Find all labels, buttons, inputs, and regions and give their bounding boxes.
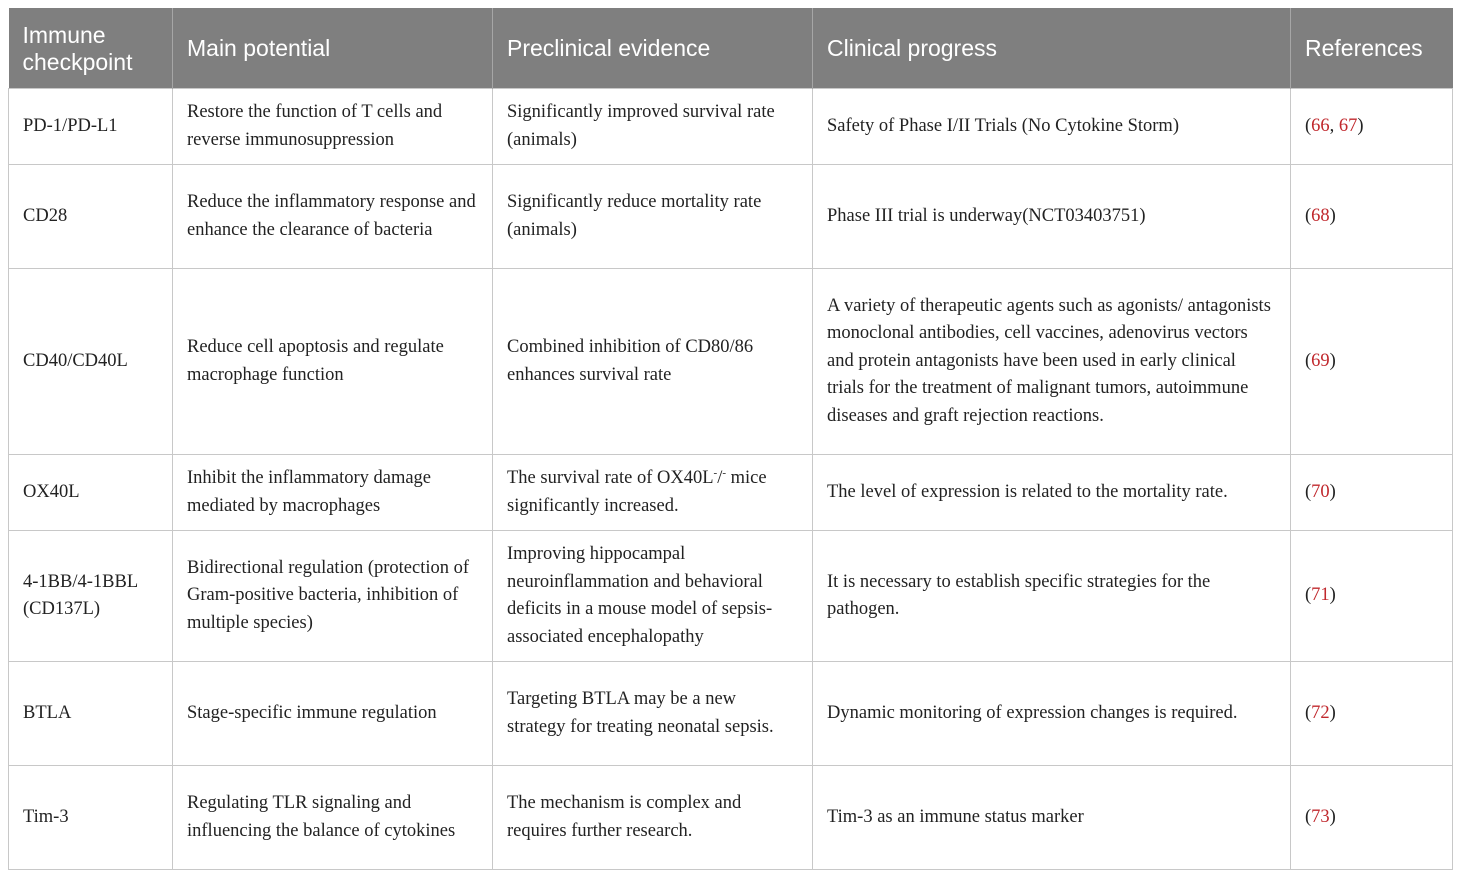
header-main-potential: Main potential [173,8,493,89]
table-row [9,531,1453,662]
reference-link[interactable]: 68 [1311,205,1330,226]
superscript-minus: - [713,466,718,479]
table-row [9,165,1453,269]
ref-close-paren: ) [1329,350,1336,371]
cell-references [1291,662,1453,766]
cell-clinical: Safety of Phase I/II Trials (No Cytokine Storm) [813,89,1291,165]
ref-open-paren: ( [1305,481,1312,502]
cell-preclinical: Significantly reduce mortality rate (animals) [493,165,813,269]
cell-potential: Inhibit the inflammatory damage mediated by macrophages [173,455,493,531]
table-row [9,89,1453,165]
superscript-minus: - [722,466,727,479]
cell-references [1291,269,1453,455]
ref-close-paren: ) [1329,702,1336,723]
cell-clinical: Dynamic monitoring of expression changes is required. [813,662,1291,766]
table-row [9,662,1453,766]
ref-open-paren: ( [1305,350,1312,371]
cell-checkpoint: CD40/CD40L [9,269,173,455]
cell-potential: Reduce the inflammatory response and enhance the clearance of bacteria [173,165,493,269]
header-references: References [1291,8,1453,89]
reference-link[interactable]: 73 [1311,806,1330,827]
cell-checkpoint: 4-1BB/4-1BBL (CD137L) [9,531,173,662]
cell-potential: Restore the function of T cells and reverse immunosuppression [173,89,493,165]
reference-link[interactable]: 66 [1311,115,1330,136]
cell-checkpoint: OX40L [9,455,173,531]
ref-close-paren: ) [1329,585,1336,606]
cell-preclinical [493,455,813,531]
reference-link[interactable]: 69 [1311,350,1330,371]
table-row [9,455,1453,531]
cell-potential: Stage-specific immune regulation [173,662,493,766]
reference-link[interactable]: 71 [1311,585,1330,606]
cell-references [1291,531,1453,662]
ref-close-paren: ) [1329,205,1336,226]
header-clinical-progress: Clinical progress [813,8,1291,89]
cell-clinical: Tim-3 as an immune status marker [813,766,1291,870]
slash-text: / [717,468,723,488]
ref-close-paren: ) [1329,806,1336,827]
cell-references [1291,766,1453,870]
ref-open-paren: ( [1305,115,1312,136]
cell-references [1291,165,1453,269]
table-container [8,8,1452,870]
cell-preclinical: The mechanism is complex and requires further research. [493,766,813,870]
table-body [9,89,1453,870]
header-preclinical-evidence: Preclinical evidence [493,8,813,89]
header-row [9,8,1453,89]
cell-checkpoint: CD28 [9,165,173,269]
cell-preclinical: Improving hippocampal neuroinflammation and behavioral deficits in a mouse model of sepsis-associated encephalopathy [493,531,813,662]
ref-open-paren: ( [1305,585,1312,606]
cell-checkpoint: BTLA [9,662,173,766]
cell-clinical: The level of expression is related to the mortality rate. [813,455,1291,531]
cell-references [1291,89,1453,165]
cell-references [1291,455,1453,531]
reference-link[interactable]: 70 [1311,481,1330,502]
preclinical-text-tail: mice significantly increased. [507,468,767,516]
table-row [9,269,1453,455]
cell-potential: Bidirectional regulation (protection of Gram-positive bacteria, inhibition of multiple species) [173,531,493,662]
cell-clinical: Phase III trial is underway(NCT03403751) [813,165,1291,269]
ref-close-paren: ) [1329,481,1336,502]
ref-open-paren: ( [1305,702,1312,723]
cell-preclinical: Combined inhibition of CD80/86 enhances survival rate [493,269,813,455]
ref-close-paren: ) [1357,115,1364,136]
ref-open-paren: ( [1305,205,1312,226]
cell-checkpoint: Tim-3 [9,766,173,870]
cell-clinical: It is necessary to establish specific strategies for the pathogen. [813,531,1291,662]
ref-separator: , [1329,115,1339,136]
preclinical-text: The survival rate of OX40L [507,468,714,488]
reference-link[interactable]: 67 [1338,115,1358,136]
immune-checkpoint-table [8,8,1453,870]
ref-open-paren: ( [1305,806,1312,827]
table-row [9,766,1453,870]
cell-potential: Regulating TLR signaling and influencing the balance of cytokines [173,766,493,870]
cell-clinical: A variety of therapeutic agents such as agonists/ antagonists monoclonal antibodies, cell vaccines, adenovirus vectors and protein antagonists have been used in early clinical trials for the treatment of malignant tumors, autoimmune diseases and graft rejection reactions. [813,269,1291,455]
reference-link[interactable]: 72 [1311,702,1330,723]
cell-preclinical: Targeting BTLA may be a new strategy for treating neonatal sepsis. [493,662,813,766]
cell-checkpoint: PD-1/PD-L1 [9,89,173,165]
table-header [9,8,1453,89]
header-immune-checkpoint: Immune checkpoint [9,8,173,89]
cell-potential: Reduce cell apoptosis and regulate macrophage function [173,269,493,455]
cell-preclinical: Significantly improved survival rate (animals) [493,89,813,165]
